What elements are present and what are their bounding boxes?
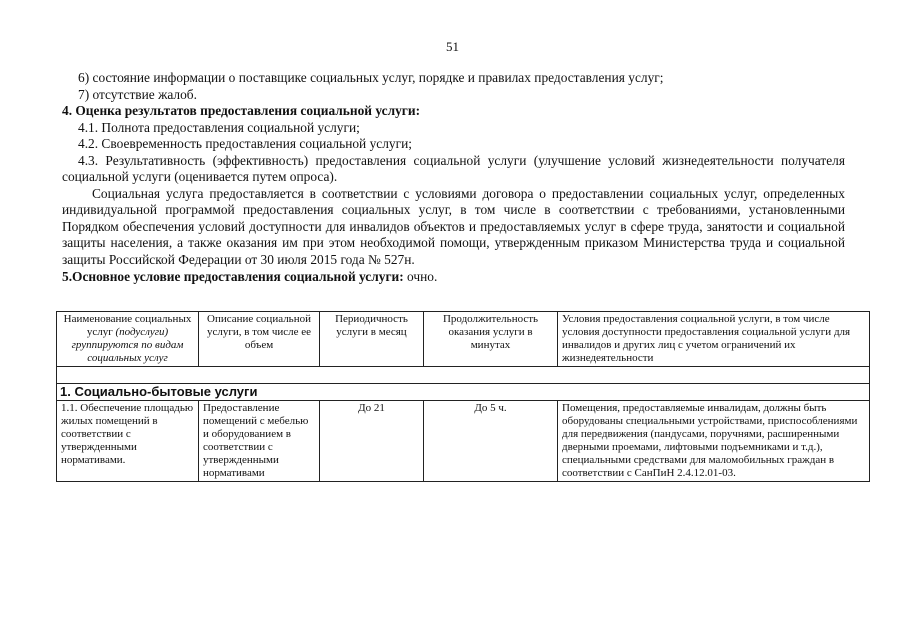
section-4-heading: 4. Оценка результатов предоставления социальной услуги:	[62, 103, 421, 118]
page-number: 51	[446, 39, 459, 54]
header-description: Описание социальной услуги, в том числе ее объем	[199, 312, 320, 367]
cell-description: Предоставление помещений с мебелью и оборудованием в соответствии с утвержденными нормативами	[199, 401, 320, 482]
cell-periodicity: До 21	[320, 401, 424, 482]
table-header-row	[57, 312, 870, 367]
empty-cell	[57, 367, 870, 384]
cell-service-name: 1.1. Обеспечение площадью жилых помещений в соответствии с утвержденными нормативами.	[57, 401, 199, 482]
table-section-row	[57, 384, 870, 401]
list-item: 7) отсутствие жалоб.	[78, 86, 197, 102]
header-name-italic: (подуслуги) группируются по видам социальных услуг	[71, 326, 184, 364]
header-service-name	[57, 312, 199, 367]
header-periodicity: Периодичность услуги в месяц	[320, 312, 424, 367]
list-item: 6) состояние информации о поставщике социальных услуг, порядке и правилах предоставления услуг;	[78, 70, 664, 85]
header-duration: Продолжительность оказания услуги в минутах	[424, 312, 558, 367]
header-conditions: Условия предоставления социальной услуги, в том числе условия доступности предоставления социальной услуги для инвалидов и других лиц с учетом ограничений их жизнедеятельности	[558, 312, 870, 367]
table-row	[57, 401, 870, 482]
list-item: 4.2. Своевременность предоставления социальной услуги;	[78, 136, 412, 151]
header-name-main: Наименование социальных услуг	[63, 313, 192, 338]
section-title: 1. Социально-бытовые услуги	[57, 384, 870, 401]
list-item: 4.1. Полнота предоставления социальной услуги;	[78, 119, 360, 135]
section-5-value: очно.	[403, 268, 438, 284]
list-item: 4.3. Результативность (эффективность) предоставления социальной услуги (улучшение условий жизнедеятельности получателя социальной услуги (оценивается путем опроса).	[62, 152, 845, 185]
section-5-heading: 5.Основное условие предоставления социальной услуги:	[62, 268, 404, 284]
services-table	[56, 311, 870, 482]
document-body	[62, 70, 845, 285]
cell-conditions: Помещения, предоставляемые инвалидам, должны быть оборудованы специальными устройствами, приспособлениями для передвижения (пандусами, поручнями, расширенными дверными проемами, лифтовыми подъемниками и т.д.), специальными средствами для маломобильных граждан в соответствии с СанПиН 2.4.12.01-03.	[558, 401, 870, 482]
cell-duration: До 5 ч.	[424, 401, 558, 482]
table-empty-row	[57, 367, 870, 384]
section-5-line	[62, 269, 845, 286]
body-paragraph: Социальная услуга предоставляется в соответствии с условиями договора о предоставлении социальных услуг, определенных индивидуальной программой предоставления социальных услуг, в том числе в соответствии с требованиями, установленными Порядком обеспечения условий доступности для инвалидов объектов и предоставляемых услуг в сфере труда, занятости и социальной защиты населения, а также оказания им при этом необходимой помощи, утвержденным приказом Министерства труда и социальной защиты Российской Федерации от 30 июля 2015 года № 527н.	[62, 185, 845, 268]
